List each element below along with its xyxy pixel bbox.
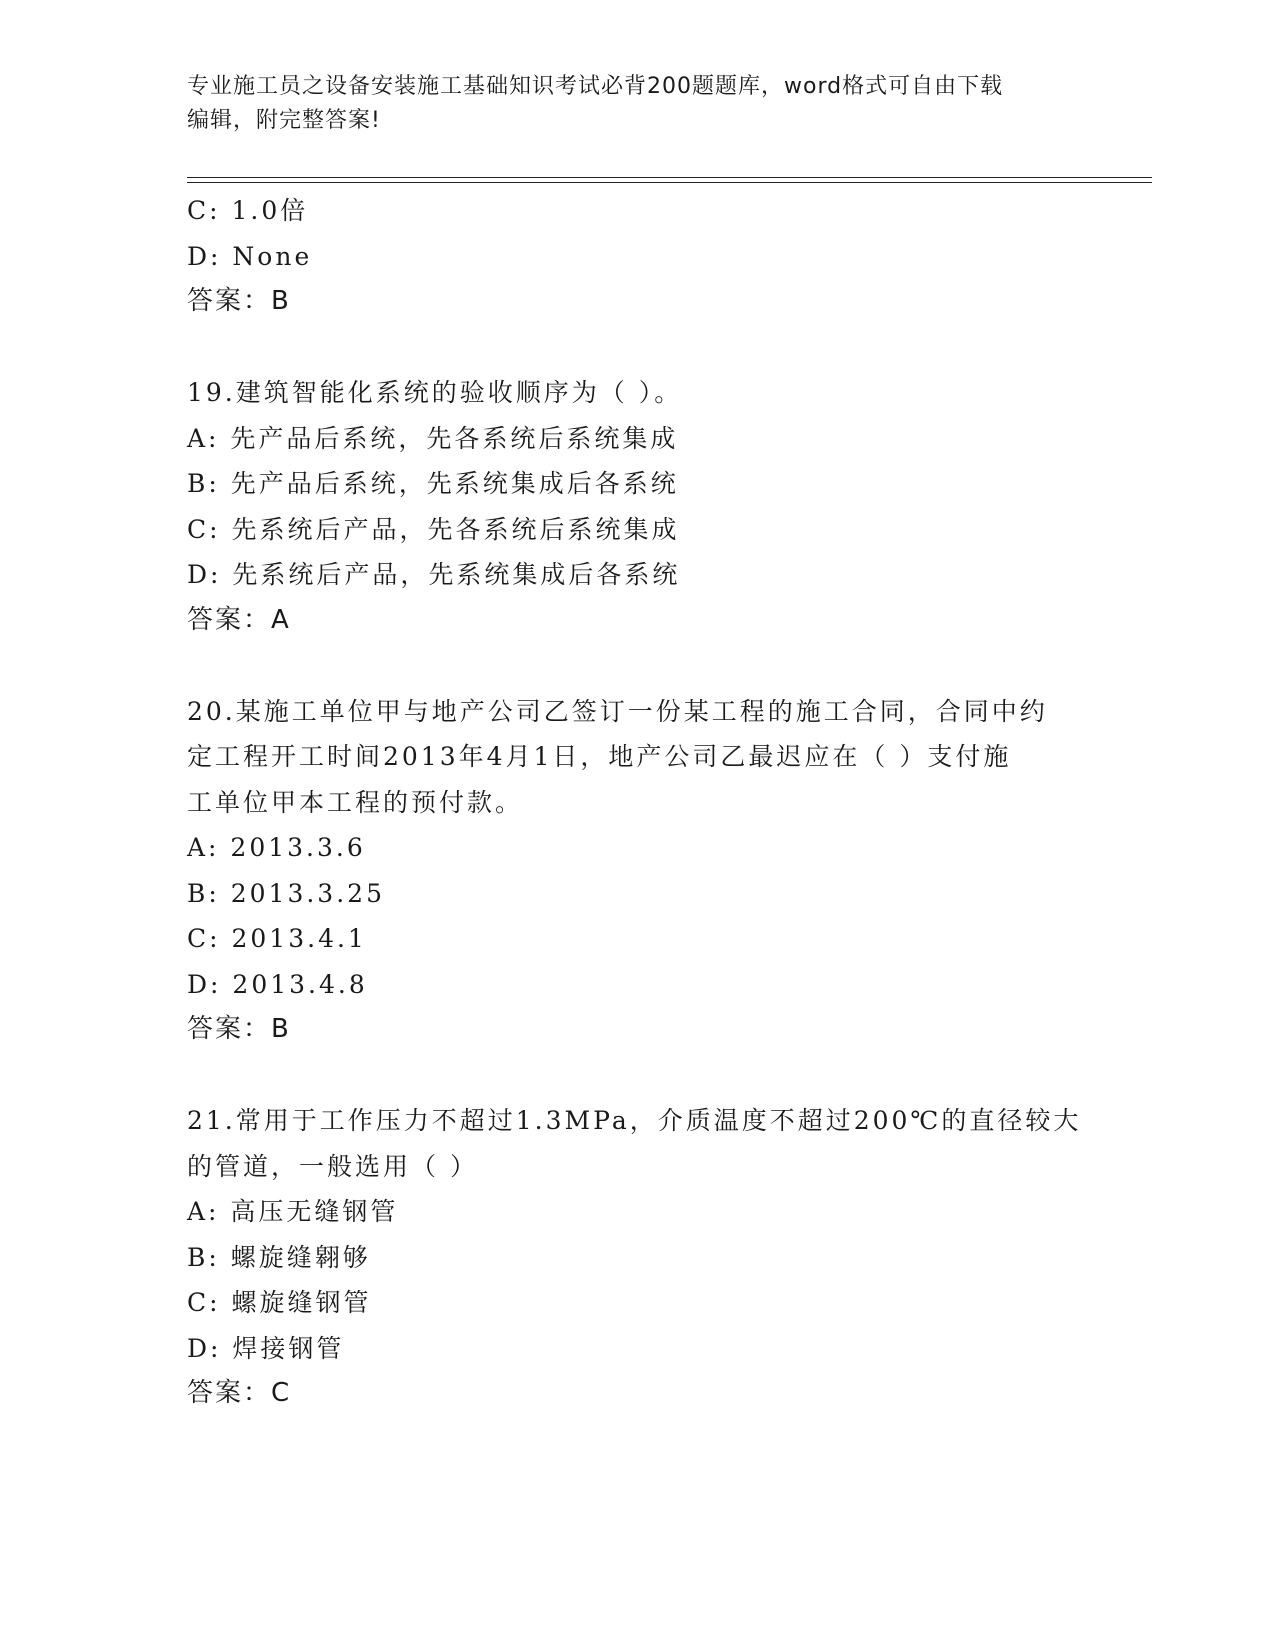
option-d: D: 先系统后产品，先系统集成后各系统: [187, 560, 681, 589]
question-text-line-3: 工单位甲本工程的预付款。: [187, 787, 524, 817]
option-a: A: 高压无缝钢管: [187, 1197, 399, 1226]
question-text: 19.建筑智能化系统的验收顺序为（ ）。: [187, 378, 683, 407]
header-rule-bottom: [187, 182, 1152, 183]
answer-label: 答案：B: [187, 286, 291, 316]
spacer: [187, 325, 1087, 371]
question-text-line-2: 定工程开工时间2013年4月1日，地产公司乙最迟应在（ ）支付施: [187, 742, 1012, 771]
answer-label: 答案：C: [187, 1378, 292, 1408]
option-c: C: 1.0倍: [187, 196, 309, 225]
option-b: B: 先产品后系统，先系统集成后各系统: [187, 469, 679, 498]
question-21: [187, 1098, 1087, 1417]
option-b: B: 螺旋缝翱够: [187, 1242, 371, 1272]
question-20: [187, 689, 1087, 1053]
document-header: [187, 70, 1087, 138]
spacer: [187, 1053, 1087, 1099]
spacer: [187, 643, 1087, 689]
option-d: D: 2013.4.8: [187, 969, 368, 999]
option-c: C: 先系统后产品，先各系统后系统集成: [187, 514, 680, 544]
question-19: [187, 370, 1087, 643]
option-d: D: 焊接钢管: [187, 1333, 345, 1363]
document-body: [187, 188, 1087, 1417]
option-c: C: 2013.4.1: [187, 924, 367, 953]
answer-label: 答案：B: [187, 1014, 291, 1044]
question-text-line-2: 的管道，一般选用（ ）: [187, 1151, 478, 1181]
option-a: A: 先产品后系统，先各系统后系统集成: [187, 423, 679, 453]
question-text-line-1: 21.常用于工作压力不超过1.3MPa，介质温度不超过200℃的直径较大: [187, 1106, 1082, 1135]
option-d: D: None: [187, 241, 313, 271]
option-b: B: 2013.3.25: [187, 878, 385, 908]
header-title-line-1: 专业施工员之设备安装施工基础知识考试必背200题题库，word格式可自由下载: [187, 74, 1004, 99]
question-18-tail: [187, 188, 1087, 325]
answer-label: 答案：A: [187, 604, 291, 635]
header-title-line-2: 编辑，附完整答案!: [187, 108, 381, 133]
option-a: A: 2013.3.6: [187, 833, 366, 862]
header-rule-top: [187, 177, 1152, 178]
question-text-line-1: 20.某施工单位甲与地产公司乙签订一份某工程的施工合同，合同中约: [187, 696, 1048, 726]
option-c: C: 螺旋缝钢管: [187, 1288, 372, 1317]
